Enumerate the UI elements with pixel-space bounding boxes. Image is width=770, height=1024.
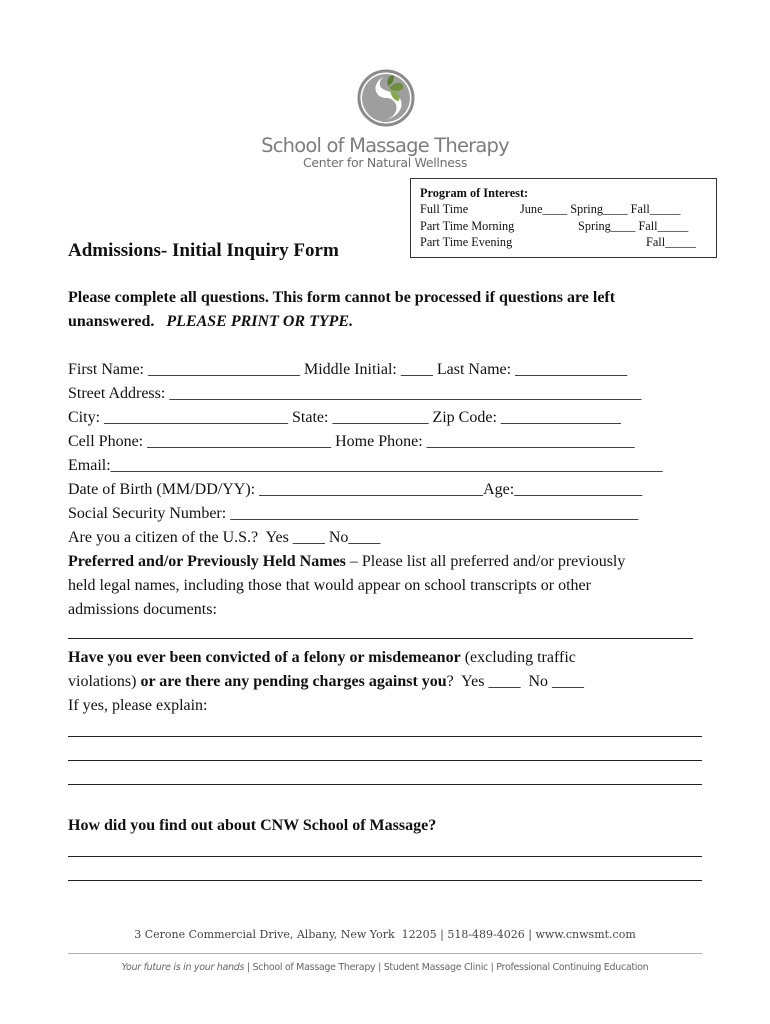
felony-question-line-1 — [68, 648, 576, 668]
part-time-morning-options[interactable]: Spring____ Fall_____ — [578, 219, 689, 233]
tagline-motto: Your future is in your hands — [121, 962, 245, 973]
dob-age-line[interactable]: Date of Birth (MM/DD/YY): ____________________________Age:________________ — [68, 481, 643, 498]
street-address-line[interactable]: Street Address: ___________________________________________________________ — [68, 385, 642, 402]
felony-question-text-1: (excluding traffic — [460, 649, 576, 666]
referral-answer-line-2[interactable] — [68, 880, 702, 881]
footer-divider — [68, 953, 702, 954]
name-fields-line[interactable]: First Name: ___________________ Middle Initial: ____ Last Name: ______________ — [68, 361, 628, 378]
preferred-names-text-1: – Please list all preferred and/or previously — [345, 553, 626, 570]
full-time-label: Full Time — [420, 202, 469, 216]
explain-answer-line-2[interactable] — [68, 760, 702, 761]
citizen-question-line[interactable]: Are you a citizen of the U.S.? Yes ____ No____ — [68, 529, 381, 546]
ssn-line[interactable]: Social Security Number: ___________________________________________________ — [68, 505, 639, 522]
program-of-interest-box — [410, 178, 717, 258]
tagline-programs: | School of Massage Therapy | Student Massage Clinic | Professional Continuing Education — [244, 962, 649, 973]
leaf-swirl-logo-icon — [356, 68, 416, 128]
pending-charges-heading: or are there any pending charges against you — [140, 673, 447, 690]
city-state-zip-line[interactable]: City: _______________________ State: ____________ Zip Code: _______________ — [68, 409, 621, 426]
part-time-morning-label: Part Time Morning — [420, 219, 515, 233]
preferred-names-heading: Preferred and/or Previously Held Names — [68, 553, 346, 570]
full-time-options[interactable]: June____ Spring____ Fall_____ — [520, 202, 681, 216]
explain-answer-line-1[interactable] — [68, 736, 702, 737]
instructions-print-note: PLEASE PRINT OR TYPE. — [166, 313, 354, 330]
footer-address: 3 Cerone Commercial Drive, Albany, New York 12205 | 518-489-4026 | www.cnwsmt.com — [134, 928, 636, 941]
preferred-names-answer-line[interactable] — [68, 638, 693, 639]
referral-question: How did you find out about CNW School of Massage? — [68, 817, 437, 834]
school-subtitle: Center for Natural Wellness — [302, 155, 468, 170]
felony-question-heading: Have you ever been convicted of a felony or misdemeanor — [68, 649, 461, 666]
preferred-names-text-3: admissions documents: — [68, 601, 217, 618]
felony-question-line-2[interactable] — [68, 672, 584, 692]
felony-yes-no[interactable]: ? Yes ____ No ____ — [446, 673, 585, 690]
felony-question-text-2a: violations) — [68, 673, 141, 690]
preferred-names-text-2: held legal names, including those that would appear on school transcripts or other — [68, 577, 591, 594]
phone-fields-line[interactable]: Cell Phone: _______________________ Home Phone: __________________________ — [68, 433, 635, 450]
part-time-evening-label: Part Time Evening — [420, 235, 513, 249]
school-name: School of Massage Therapy — [261, 134, 509, 157]
instructions-text: Please complete all questions. This form cannot be processed if questions are left unanswered. — [68, 289, 616, 330]
email-line[interactable]: Email:_____________________________________________________________________ — [68, 457, 663, 474]
explain-label: If yes, please explain: — [68, 697, 208, 714]
program-box-title: Program of Interest: — [420, 186, 529, 200]
instructions — [68, 286, 708, 334]
form-title: Admissions- Initial Inquiry Form — [68, 240, 339, 261]
explain-answer-line-3[interactable] — [68, 784, 702, 785]
footer-tagline — [0, 962, 770, 973]
school-logo — [356, 68, 416, 128]
part-time-evening-options[interactable]: Fall_____ — [646, 235, 696, 249]
preferred-names-line-1 — [68, 552, 625, 572]
referral-answer-line-1[interactable] — [68, 856, 702, 857]
